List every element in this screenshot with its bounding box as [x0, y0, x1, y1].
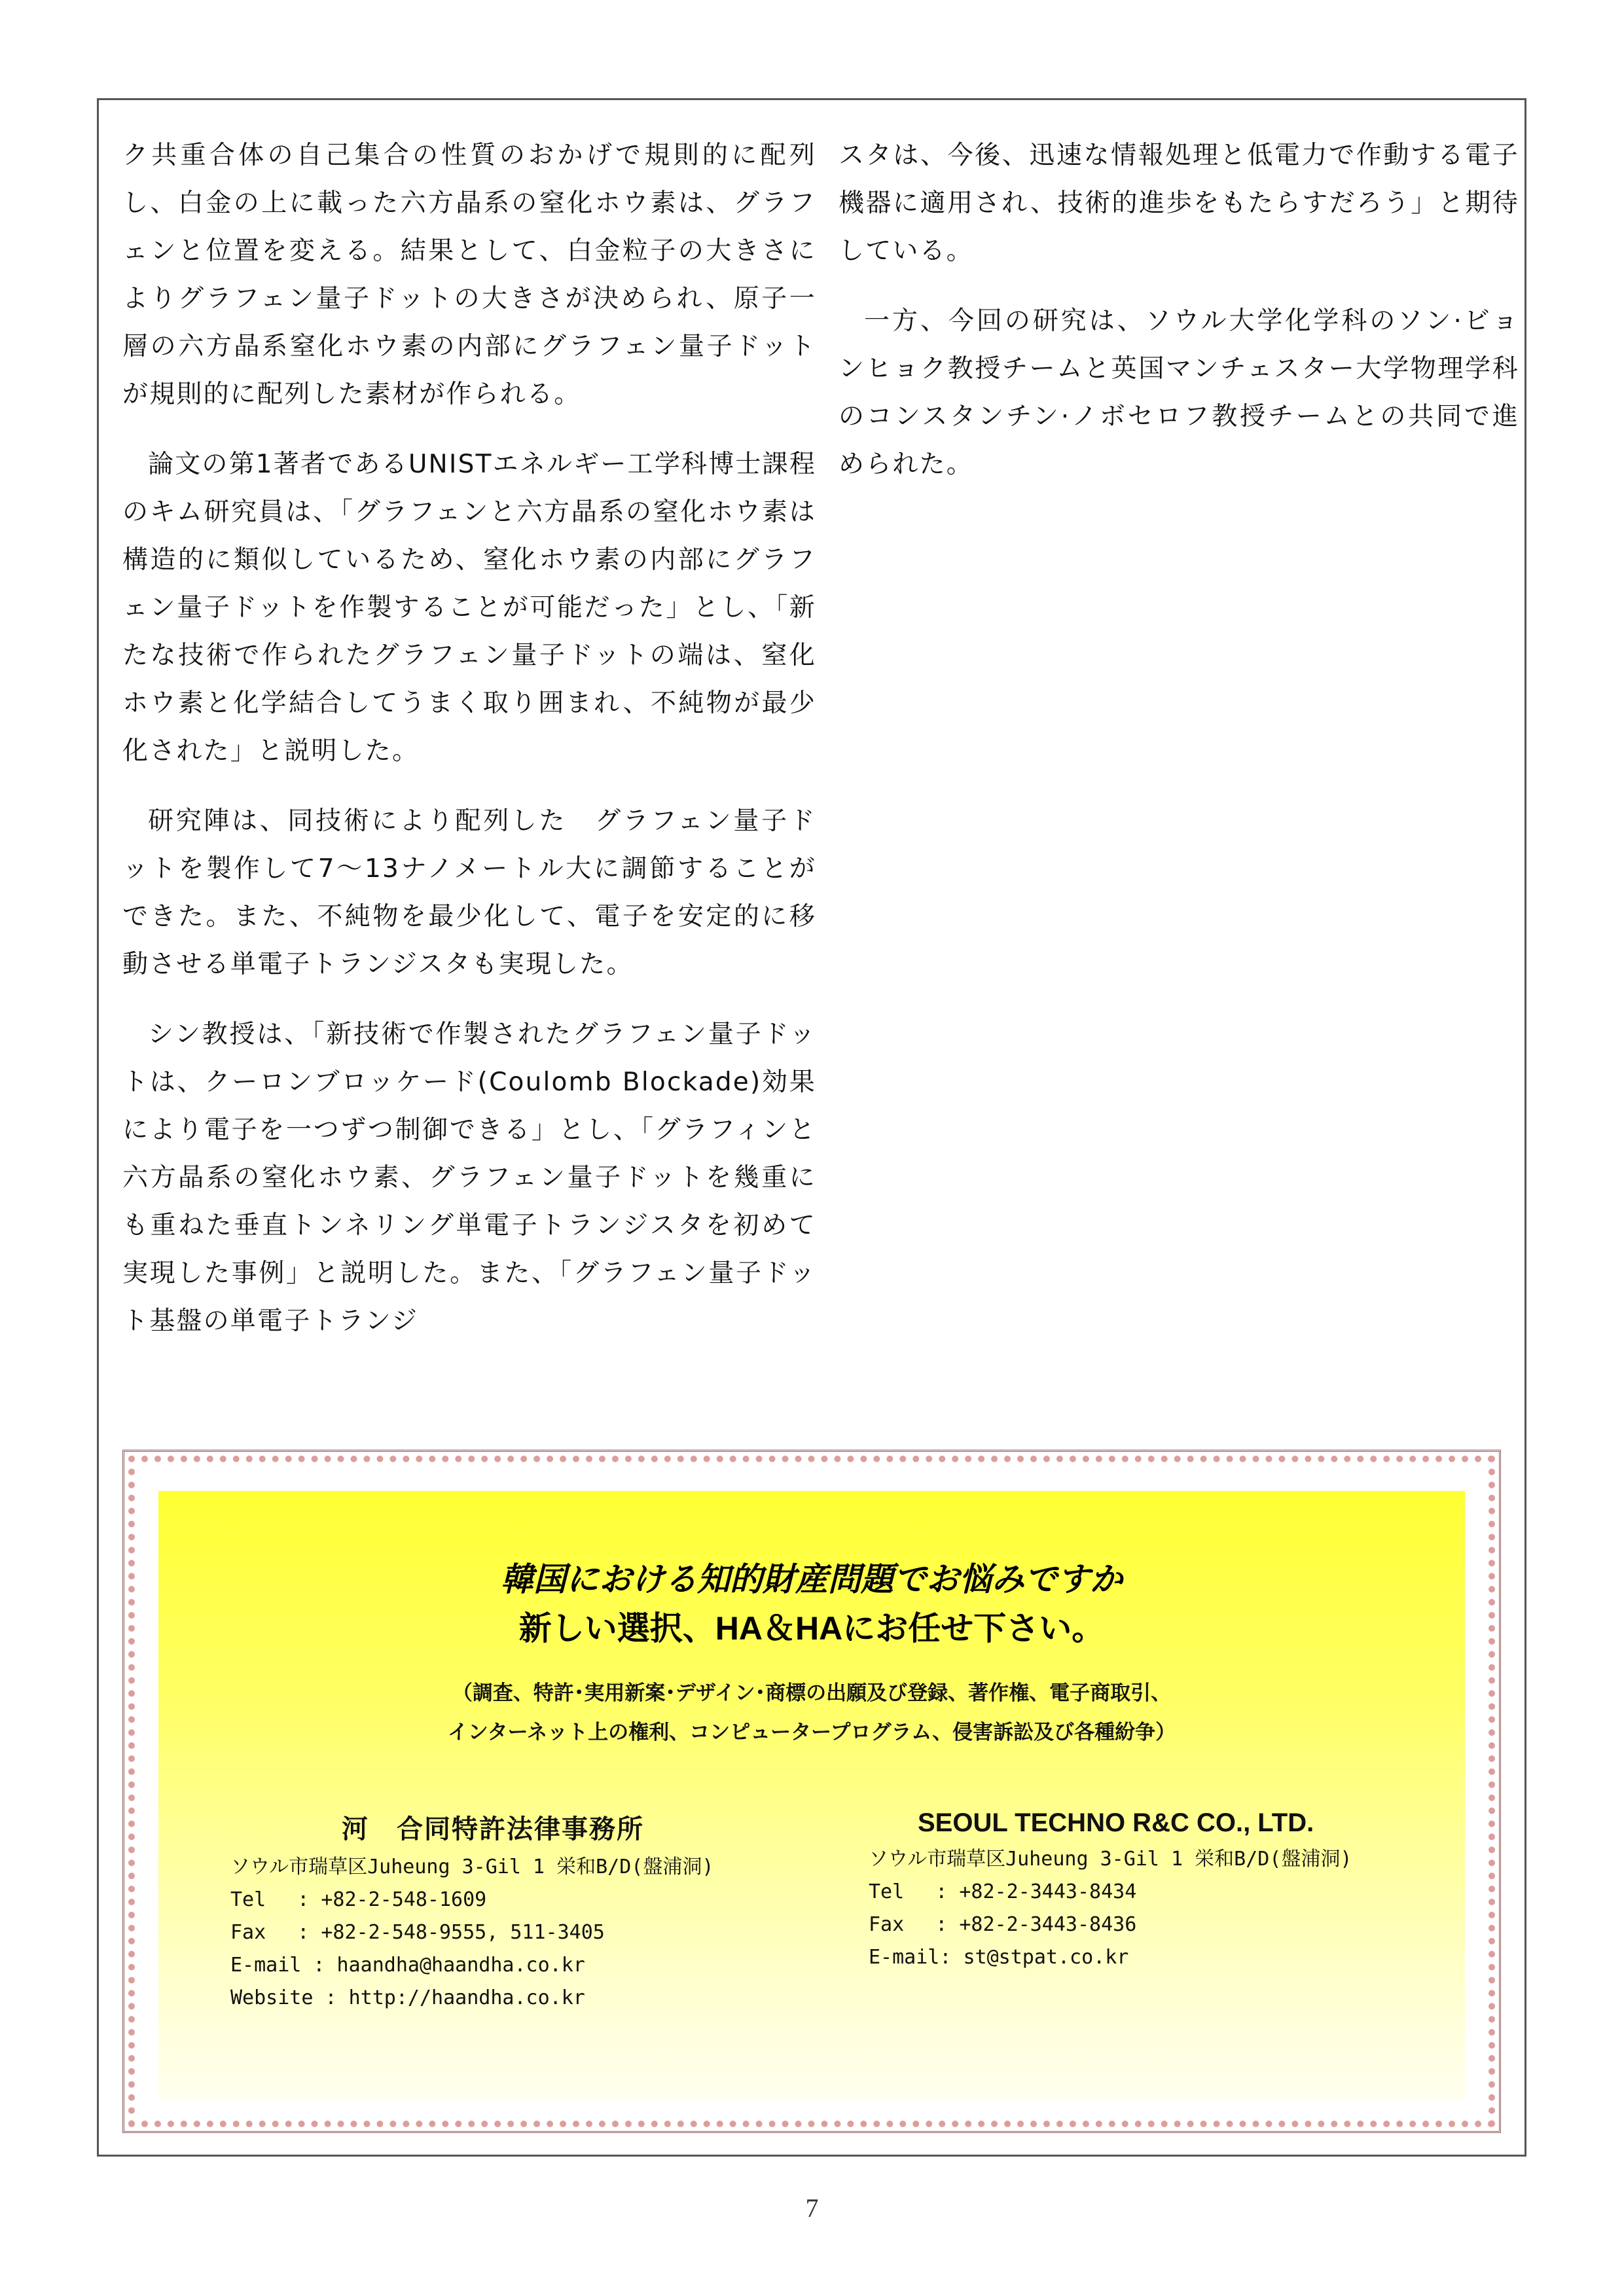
article-paragraph: 一方、今回の研究は、ソウル大学化学科のソン·ビョンヒョク教授チームと英国マンチェスター大学物理学科のコンスタンチン·ノボセロフ教授チームとの共同で進められた。 — [839, 306, 1519, 479]
company-fax: Fax : +82-2-3443-8436 — [869, 1913, 1137, 1936]
company-address: ソウル市瑞草区Juheung 3-Gil 1 栄和B/D(盤浦洞) — [230, 1856, 714, 1878]
ad-subheadline: 新しい選択、HA＆HAにお任せ下さい。 — [518, 1610, 1105, 1647]
article-paragraph: ク共重合体の自己集合の性質のおかげで規則的に配列し、白金の上に載った六方晶系の窒化ホウ素は、グラフェンと位置を変える。結果として、白金粒子の大きさによりグラフェン量子ドットの大きさが決められ、原子一層の六方晶系窒化ホウ素の内部にグラフェン量子ドットが規則的に配列した素材が作られる。 — [122, 141, 816, 409]
company-address: ソウル市瑞草区Juheung 3-Gil 1 栄和B/D(盤浦洞) — [869, 1848, 1352, 1871]
page-number: 7 — [805, 2193, 819, 2223]
company-contact-haandha — [230, 1808, 820, 2015]
company-contact-seoul-techno — [869, 1808, 1458, 1974]
advertisement-box — [122, 1450, 1501, 2133]
page-frame — [97, 98, 1526, 2157]
ad-headline: 韓国における知的財産問題でお悩みですか — [501, 1561, 1123, 1598]
company-tel: Tel : +82-2-3443-8434 — [869, 1880, 1137, 1903]
company-email: E-mail : haandha@haandha.co.kr — [230, 1954, 585, 1977]
company-website: Website : http://haandha.co.kr — [230, 1986, 585, 2009]
advertisement-panel — [158, 1491, 1465, 2100]
article-paragraph: 論文の第1著者であるUNISTエネルギー工学科博士課程のキム研究員は、「グラフェンと六方晶系の窒化ホウ素は構造的に類似しているため、窒化ホウ素の内部にグラフェン量子ドットを作製することが可能だった」とし、「新たな技術で作られたグラフェン量子ドットの端は、窒化ホウ素と化学結合してうまく取り囲まれ、不純物が最少化された」と説明した。 — [122, 450, 817, 766]
ad-services-line: （調査、特許･実用新案･デザイン･商標の出願及び登録、著作権、電子商取引、 — [452, 1681, 1172, 1704]
article-right-column — [839, 132, 1519, 511]
company-tel: Tel : +82-2-548-1609 — [230, 1888, 487, 1911]
company-fax: Fax : +82-2-548-9555, 511-3405 — [230, 1921, 605, 1944]
company-name: 河 合同特許法律事務所 — [342, 1815, 644, 1844]
company-email: E-mail: st@stpat.co.kr — [869, 1946, 1129, 1969]
article-paragraph: スタは、今後、迅速な情報処理と低電力で作動する電子機器に適用され、技術的進歩をもたらすだろう」と期待している。 — [839, 141, 1519, 266]
article-paragraph: 研究陣は、同技術により配列した グラフェン量子ドットを製作して7～13ナノメートル大に調節することができた。また、不純物を最少化して、電子を安定的に移動させる単電子トランジスタも実現した。 — [122, 806, 816, 979]
article-left-column — [122, 132, 816, 1367]
company-name: SEOUL TECHNO R&C CO., LTD. — [918, 1808, 1314, 1837]
article-paragraph: シン教授は、「新技術で作製されたグラフェン量子ドットは、クーロンブロッケード(Coulomb Blockade)効果により電子を一つずつ制御できる」とし、「グラフィンと六方晶系の窒化ホウ素、グラフェン量子ドットを幾重にも重ねた垂直トンネリング単電子トランジスタを初めて実現した事例」と説明した。また、「グラフェン量子ドット基盤の単電子トランジ — [122, 1020, 816, 1336]
ad-services-line: インターネット上の権利、コンピュータープログラム、侵害訴訟及び各種紛争） — [447, 1721, 1176, 1744]
